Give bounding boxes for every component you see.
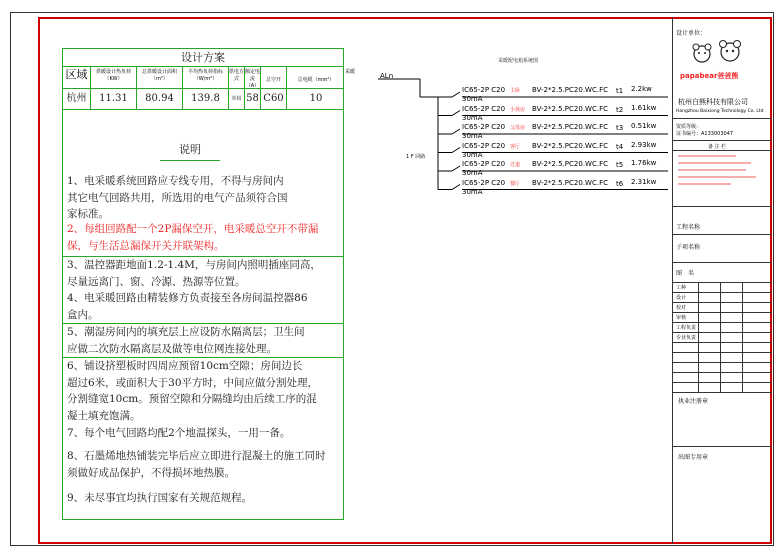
branch-rating: 30mA — [462, 187, 483, 196]
branch-rating: 30mA — [462, 150, 483, 159]
project-name-label: 工程名称 — [676, 224, 701, 231]
remarks-label: 备 注 栏 — [708, 144, 727, 150]
tb-divider — [672, 206, 772, 207]
cell-cable: 10 — [309, 93, 323, 104]
tb-divider — [672, 150, 772, 151]
logo-text: papabear爸爸熊 — [680, 72, 739, 80]
branch-load: 2.31kw — [631, 177, 657, 186]
note-9: 9、未尽事宜均执行国家有关规范规程。 — [67, 492, 253, 504]
cell-heat-load: 11.31 — [91, 88, 137, 110]
header-rated-current: 额定电流（A） — [245, 66, 261, 88]
branch-room: 小孩房 — [510, 106, 526, 113]
tb-divider — [672, 446, 772, 447]
branch-cable: BV-2*2.5.PC20.WC.FC — [532, 123, 608, 131]
branch-breaker: IC65-2P C20 — [462, 86, 506, 94]
branch-cable: BV-2*2.5.PC20.WC.FC — [532, 178, 608, 187]
branch-rating: 30mA — [462, 95, 483, 103]
remarks-content — [676, 152, 768, 192]
tb-divider — [672, 382, 772, 383]
branch-id: t2 — [616, 105, 624, 114]
branch-room: 餐厅 — [510, 180, 521, 187]
cell-area: 80.94 — [137, 88, 183, 110]
branch-cable: BV-2*2.5.PC20.WC.FC — [532, 86, 608, 94]
tb-divider — [672, 392, 772, 393]
branch-load: 2.2kw — [631, 85, 652, 93]
header-heating: 采暖 — [345, 69, 356, 75]
cell-load-index: 139.8 — [183, 88, 229, 110]
role-design: 设计 — [676, 295, 687, 301]
header-region: 区域 — [63, 66, 91, 88]
branch-id: t1 — [616, 87, 624, 95]
header-heat-load: 供暖设计热负荷（KW） — [91, 66, 137, 88]
drawing-stamp-label: 出图专用章 — [678, 454, 709, 461]
tb-divider — [672, 282, 772, 283]
note-5: 5、潮湿房间内的填充层上应设防水隔离层；卫生间 应做二次防水隔离层及做等电位网连接处理。 — [67, 326, 305, 355]
branch-load: 2.93kw — [631, 140, 657, 149]
role-project-lead: 工程负责 — [676, 325, 697, 331]
branch-room: 过道 — [510, 162, 521, 168]
tb-divider — [672, 118, 772, 119]
branch-rating: 30mA — [462, 169, 483, 177]
tb-divider — [672, 372, 772, 373]
branch-cable: BV-2*2.5.PC20.WC.FC — [532, 160, 608, 168]
tb-divider — [672, 342, 772, 343]
breaker-switch-icon — [452, 185, 460, 190]
cell-power-mode: 单相 — [229, 88, 245, 110]
role-discipline-lead: 专业负责 — [676, 335, 697, 341]
tb-divider — [672, 292, 772, 293]
header-area: 总供暖设计面积（m²） — [137, 66, 183, 88]
tb-divider — [672, 322, 772, 323]
note-3: 3、温控器距地面1.2-1.4M，与房间内照明插座同高， 尽量远离门、窗、冷源、热源等位置。 — [67, 259, 321, 288]
note-7: 7、每个电气回路均配2个地温探头，一用一备。 — [67, 427, 291, 439]
cell-rated-current: 58 — [245, 88, 261, 110]
tb-divider — [672, 302, 772, 303]
qualification-label: 资质等级： — [676, 124, 702, 130]
cell-main-breaker: C60 — [261, 88, 287, 110]
drawing-name-label: 图 名 — [676, 270, 695, 277]
branch-id: t4 — [616, 142, 624, 151]
branch-room: 主卧 — [510, 88, 521, 94]
branch-rating: 30mA — [462, 113, 483, 122]
note-2: 2、每组回路配一个2P漏保空开，电采暖总空开不带漏 保，与生活总漏保开关并联架构。 — [67, 223, 319, 252]
branch-breaker: IC65-2P C20 — [462, 160, 506, 168]
note-6: 6、铺设挤塑板时四周应预留10cm空隙；房间边长 超过6米，或面积大于30平方时，中间应做分割处理， 分割缝宽10cm。预留空隙和分隔缝均由后续工序的混 凝土填充饱满。 — [67, 360, 319, 422]
header-power-mode: 供电方式 — [229, 66, 245, 88]
exec-stamp-label: 执业注册章 — [678, 398, 709, 405]
note-8: 8、石墨烯地热铺装完毕后应立即进行混凝土的施工同时 须做好成品保护，不得损坏地热膜。 — [67, 450, 326, 479]
branch-cable: BV-2*2.5.PC20.WC.FC — [532, 104, 608, 113]
breaker-switch-icon — [452, 166, 460, 171]
design-table-title: 设计方案 — [63, 49, 343, 67]
tb-divider — [672, 312, 772, 313]
tb-col — [720, 282, 721, 392]
branch-rating: 30mA — [462, 132, 483, 140]
tb-divider — [672, 234, 772, 235]
branch-cable: BV-2*2.5.PC20.WC.FC — [532, 141, 608, 150]
header-main-breaker: 总空开 — [261, 66, 287, 88]
tb-divider — [672, 362, 772, 363]
branch-breaker: IC65-2P C20 — [462, 178, 506, 187]
branch-load: 1.61kw — [631, 103, 657, 112]
circuit-title: 采暖配电箱系统图 — [498, 58, 539, 64]
tb-divider — [672, 332, 772, 333]
design-unit-label: 设计单位： — [676, 30, 707, 37]
role-review: 审核 — [676, 315, 687, 321]
branch-breaker: IC65-2P C20 — [462, 141, 506, 150]
note-1: 1、电采暖系统回路应专线专用，不得与房间内 其它电气回路共用，所选用的电气产品须符合国 家标准。 — [67, 175, 288, 220]
company-name: 杭州白熊科技有限公司 — [678, 98, 748, 106]
floor-label: 1 F 回路 — [406, 154, 426, 160]
branch-load: 0.51kw — [631, 122, 657, 130]
tb-divider — [672, 262, 772, 263]
tb-col — [742, 282, 743, 392]
tb-col — [698, 282, 699, 392]
branch-load: 1.76kw — [631, 159, 657, 167]
subitem-label: 子项名称 — [676, 244, 701, 251]
note-4: 4、电采暖回路由精装修方负责接至各房间温控器86 盒内。 — [67, 292, 308, 321]
role-check: 校对 — [676, 305, 687, 311]
breaker-switch-icon — [452, 129, 460, 134]
bear-logo-icon — [688, 38, 756, 68]
tb-divider — [672, 352, 772, 353]
role-discipline: 工种 — [676, 285, 687, 291]
cert-number: 证书编号：A133003047 — [676, 131, 734, 137]
branch-id: t3 — [616, 124, 624, 132]
header-load-index: 平均热负荷指标（W/m²） — [183, 66, 229, 88]
branch-breaker: IC65-2P C20 — [462, 104, 506, 113]
breaker-switch-icon — [452, 111, 460, 116]
branch-id: t5 — [616, 161, 624, 169]
tb-divider — [672, 140, 772, 141]
branch-room: 客厅 — [510, 143, 521, 150]
bus-label: ALn — [380, 72, 394, 80]
branch-breaker: IC65-2P C20 — [462, 123, 506, 131]
breaker-switch-icon — [452, 148, 460, 153]
branch-id: t6 — [616, 179, 624, 188]
header-cable: 总电缆（mm²） — [297, 77, 335, 83]
notes-title: 说明 — [179, 143, 201, 156]
company-name-en: Hangzhou Baixiong Technology Co. Ltd — [676, 109, 764, 114]
cell-region: 杭州 — [63, 88, 91, 110]
branch-room: 父母房 — [510, 125, 526, 131]
breaker-switch-icon — [452, 92, 460, 97]
